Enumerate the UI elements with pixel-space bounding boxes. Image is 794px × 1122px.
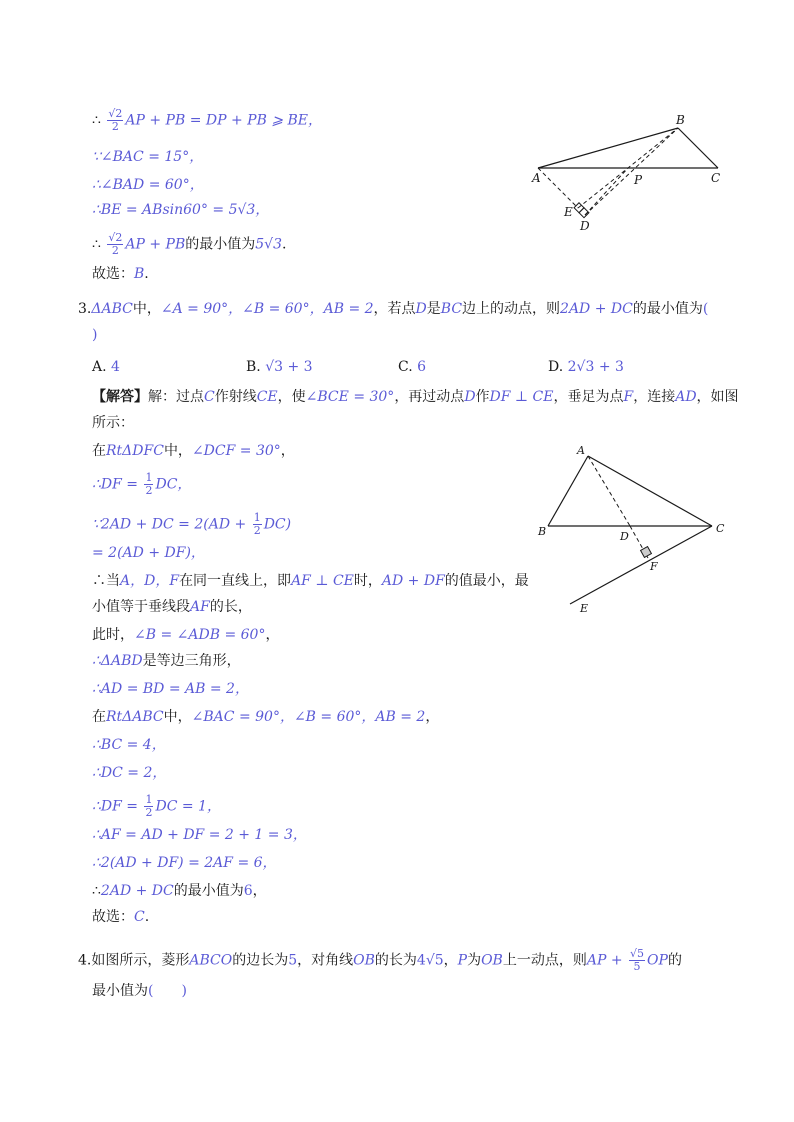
- fig1-label-b: B: [676, 113, 685, 127]
- option-a[interactable]: A. 4: [92, 359, 120, 375]
- fig1-label-p: P: [634, 173, 643, 187]
- question-4: 4.如图所示，菱形ABCO的边长为5，对角线OB的长为4√5，P为OB上一动点，则AP + $\frac{√5}{5}$ OP的: [78, 947, 682, 973]
- answer-3-step15: ∴2(AD + DF) = 2AF = 6，: [92, 855, 277, 871]
- fig2-label-e: E: [580, 602, 589, 615]
- answer-3-step8: ∴ΔABD是等边三角形，: [92, 653, 241, 669]
- fraction-sqrt2-over-2: $\frac{√2}{2}$: [108, 107, 123, 133]
- answer-3-step9: ∴AD = BD = AB = 2，: [92, 681, 249, 697]
- question-3: 3.ΔABC中，∠A = 90°，∠B = 60°，AB = 2，若点D是BC边上的动点，则2AD + DC的最小值为(: [78, 301, 709, 317]
- answer-3-choice: 故选：C.: [92, 909, 150, 925]
- answer-3-step16: ∴2AD + DC的最小值为6，: [92, 883, 267, 899]
- answer-3-step7: 此时，∠B = ∠ADB = 60°，: [92, 627, 280, 643]
- answer-3-step10: 在RtΔABC中，∠BAC = 90°，∠B = 60°，AB = 2，: [92, 709, 440, 725]
- answer-3-step1: 在RtΔDFC中，∠DCF = 30°，: [92, 443, 295, 459]
- fig2-label-b: B: [538, 525, 547, 538]
- answer-heading: 【解答】: [92, 389, 148, 405]
- fig2-label-a: A: [577, 444, 585, 457]
- sol2-answer: 故选：B.: [92, 266, 149, 282]
- figure-2-triangle: [532, 440, 732, 620]
- answer-3-step2: ∴DF = $\frac{1}{2}$ DC，: [92, 471, 192, 497]
- sol2-line4: ∴BE = ABsin60° = 5√3，: [92, 202, 270, 218]
- fraction-sqrt2-over-2: $\frac{√2}{2}$: [108, 231, 123, 257]
- fig2-label-c: C: [716, 522, 725, 535]
- figure-1-triangle: [528, 110, 728, 240]
- answer-3-step11: ∴BC = 4，: [92, 737, 166, 753]
- sol2-line1: [92, 108, 322, 133]
- sol2-line2: ∵∠BAC = 15°，: [92, 149, 204, 165]
- fraction-half: $\frac{1}{2}$: [253, 511, 261, 537]
- answer-3-intro: 【解答】解：过点C作射线CE，使∠BCE = 30°，再过动点D作DF ⊥ CE，垂足为点F，连接AD，如图: [92, 389, 739, 405]
- question-4-line2: 最小值为( ): [92, 983, 187, 999]
- answer-3-step3: ∵2AD + DC = 2(AD + $\frac{1}{2}$ DC): [92, 511, 292, 537]
- option-c[interactable]: C. 6: [398, 359, 427, 375]
- answer-3-step14: ∴AF = AD + DF = 2 + 1 = 3，: [92, 827, 307, 843]
- fig2-label-f: F: [650, 560, 658, 573]
- fig1-label-a: A: [532, 171, 541, 185]
- therefore-symbol: ∴: [92, 112, 101, 129]
- answer-3-step6: 小值等于垂线段AF的长，: [92, 599, 252, 615]
- fraction-half: $\frac{1}{2}$: [145, 793, 153, 819]
- fraction-half: $\frac{1}{2}$: [145, 471, 153, 497]
- sol2-expression: AP + PB = DP + PB ⩾ BE，: [125, 112, 323, 129]
- sol2-line3: ∴∠BAD = 60°，: [92, 177, 204, 193]
- fig2-label-d: D: [620, 530, 629, 543]
- option-b[interactable]: B. √3 + 3: [246, 359, 313, 375]
- answer-3-step13: ∴DF = $\frac{1}{2}$ DC = 1，: [92, 793, 221, 819]
- answer-3-step5: ∴当A，D，F在同一直线上，即AF ⊥ CE时，AD + DF的值最小，最: [92, 573, 529, 589]
- fig1-label-d: D: [580, 219, 590, 233]
- answer-3-step12: ∴DC = 2，: [92, 765, 167, 781]
- answer-3-step4: = 2(AD + DF)，: [92, 545, 205, 561]
- question-3-paren: ): [92, 327, 98, 343]
- option-d[interactable]: D. 2√3 + 3: [548, 359, 624, 375]
- fig1-label-e: E: [564, 205, 573, 219]
- fig1-label-c: C: [711, 171, 721, 185]
- sol2-line5: ∴ $\frac{√2}{2}$ AP + PB的最小值为5√3.: [92, 231, 287, 257]
- fraction-sqrt5-over-5: $\frac{√5}{5}$: [630, 947, 645, 973]
- answer-3-intro2: 所示：: [92, 415, 134, 431]
